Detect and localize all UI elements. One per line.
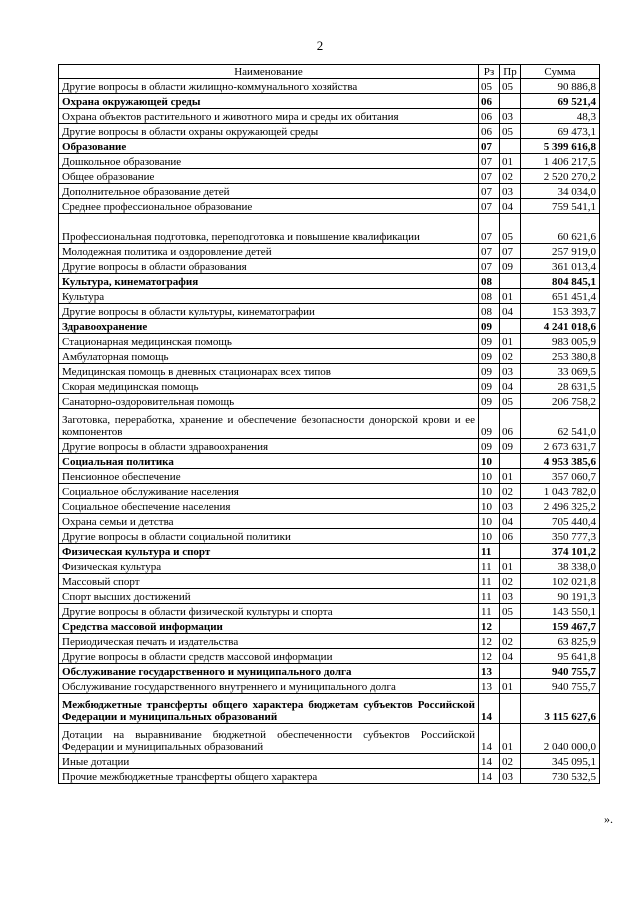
row-name: Дополнительное образование детей [59, 184, 479, 199]
table-row [59, 364, 600, 379]
row-sum: 804 845,1 [521, 274, 600, 289]
row-pr-code: 01 [500, 469, 521, 484]
row-pr-code: 04 [500, 649, 521, 664]
row-sum: 90 191,3 [521, 589, 600, 604]
row-rz-code: 09 [479, 394, 500, 409]
row-name: Межбюджетные трансферты общего характера бюджетам субъектов Российской Федерации и муниципальных образований [59, 694, 479, 724]
row-rz-code: 07 [479, 184, 500, 199]
table-row [59, 529, 600, 544]
table-row [59, 154, 600, 169]
row-sum: 90 886,8 [521, 79, 600, 94]
row-sum: 350 777,3 [521, 529, 600, 544]
row-sum: 4 241 018,6 [521, 319, 600, 334]
row-pr-code [500, 664, 521, 679]
row-sum: 4 953 385,6 [521, 454, 600, 469]
row-sum: 759 541,1 [521, 199, 600, 214]
row-pr-code [500, 274, 521, 289]
row-pr-code: 04 [500, 304, 521, 319]
header-sum: Сумма [521, 65, 600, 79]
row-rz-code: 10 [479, 529, 500, 544]
row-sum: 2 673 631,7 [521, 439, 600, 454]
table-row [59, 439, 600, 454]
row-name: Скорая медицинская помощь [59, 379, 479, 394]
row-rz-code: 08 [479, 304, 500, 319]
row-sum: 102 021,8 [521, 574, 600, 589]
row-name: Социальное обслуживание населения [59, 484, 479, 499]
row-pr-code: 06 [500, 409, 521, 439]
row-name: Медицинская помощь в дневных стационарах всех типов [59, 364, 479, 379]
row-pr-code: 01 [500, 154, 521, 169]
row-name: Прочие межбюджетные трансферты общего характера [59, 769, 479, 784]
row-sum: 730 532,5 [521, 769, 600, 784]
row-rz-code: 10 [479, 499, 500, 514]
row-rz-code: 12 [479, 649, 500, 664]
row-pr-code: 02 [500, 169, 521, 184]
row-rz-code: 09 [479, 349, 500, 364]
table-row [59, 214, 600, 244]
row-sum: 345 095,1 [521, 754, 600, 769]
row-name: Средства массовой информации [59, 619, 479, 634]
row-name: Другие вопросы в области культуры, кинематографии [59, 304, 479, 319]
row-sum: 2 496 325,2 [521, 499, 600, 514]
row-rz-code: 07 [479, 214, 500, 244]
row-rz-code: 10 [479, 454, 500, 469]
row-name: Другие вопросы в области охраны окружающей среды [59, 124, 479, 139]
row-name: Физическая культура и спорт [59, 544, 479, 559]
row-sum: 3 115 627,6 [521, 694, 600, 724]
row-pr-code [500, 544, 521, 559]
table-section-row [59, 619, 600, 634]
row-sum: 48,3 [521, 109, 600, 124]
row-pr-code [500, 694, 521, 724]
row-pr-code: 09 [500, 439, 521, 454]
table-row [59, 559, 600, 574]
row-sum: 95 641,8 [521, 649, 600, 664]
row-sum: 38 338,0 [521, 559, 600, 574]
row-sum: 257 919,0 [521, 244, 600, 259]
row-pr-code [500, 454, 521, 469]
row-rz-code: 07 [479, 154, 500, 169]
row-pr-code: 02 [500, 754, 521, 769]
row-pr-code: 02 [500, 634, 521, 649]
row-pr-code: 02 [500, 574, 521, 589]
row-name: Периодическая печать и издательства [59, 634, 479, 649]
row-sum: 143 550,1 [521, 604, 600, 619]
row-pr-code: 04 [500, 379, 521, 394]
table-row [59, 289, 600, 304]
table-row [59, 79, 600, 94]
row-rz-code: 14 [479, 694, 500, 724]
row-pr-code: 03 [500, 184, 521, 199]
row-rz-code: 11 [479, 544, 500, 559]
row-name: Здравоохранение [59, 319, 479, 334]
table-row [59, 574, 600, 589]
row-pr-code: 03 [500, 364, 521, 379]
row-name: Санаторно-оздоровительная помощь [59, 394, 479, 409]
row-name: Социальное обеспечение населения [59, 499, 479, 514]
row-sum: 940 755,7 [521, 679, 600, 694]
table-row [59, 259, 600, 274]
row-name: Другие вопросы в области здравоохранения [59, 439, 479, 454]
row-name: Другие вопросы в области физической культуры и спорта [59, 604, 479, 619]
row-sum: 153 393,7 [521, 304, 600, 319]
row-rz-code: 08 [479, 289, 500, 304]
row-pr-code: 03 [500, 499, 521, 514]
table-row [59, 184, 600, 199]
row-pr-code: 05 [500, 79, 521, 94]
row-name: Образование [59, 139, 479, 154]
row-pr-code: 07 [500, 244, 521, 259]
row-rz-code: 07 [479, 169, 500, 184]
table-row [59, 499, 600, 514]
budget-expenditure-table [58, 64, 600, 784]
row-name: Культура, кинематография [59, 274, 479, 289]
row-pr-code: 05 [500, 124, 521, 139]
row-pr-code: 01 [500, 679, 521, 694]
row-sum: 2 520 270,2 [521, 169, 600, 184]
row-rz-code: 11 [479, 574, 500, 589]
row-rz-code: 12 [479, 634, 500, 649]
row-rz-code: 09 [479, 319, 500, 334]
row-rz-code: 09 [479, 379, 500, 394]
row-name: Другие вопросы в области средств массовой информации [59, 649, 479, 664]
row-rz-code: 07 [479, 259, 500, 274]
table-row [59, 394, 600, 409]
row-sum: 940 755,7 [521, 664, 600, 679]
row-rz-code: 11 [479, 589, 500, 604]
row-sum: 361 013,4 [521, 259, 600, 274]
table-row [59, 304, 600, 319]
table-row [59, 649, 600, 664]
table-row [59, 409, 600, 439]
row-pr-code: 01 [500, 289, 521, 304]
row-sum: 69 521,4 [521, 94, 600, 109]
page-number: 2 [316, 38, 324, 53]
row-rz-code: 07 [479, 244, 500, 259]
row-name: Дошкольное образование [59, 154, 479, 169]
row-pr-code: 02 [500, 484, 521, 499]
table-section-row [59, 319, 600, 334]
row-rz-code: 09 [479, 439, 500, 454]
row-rz-code: 13 [479, 664, 500, 679]
row-name: Культура [59, 289, 479, 304]
row-rz-code: 11 [479, 559, 500, 574]
row-name: Другие вопросы в области социальной политики [59, 529, 479, 544]
table-row [59, 724, 600, 754]
row-pr-code: 05 [500, 604, 521, 619]
row-sum: 651 451,4 [521, 289, 600, 304]
row-rz-code: 05 [479, 79, 500, 94]
row-sum: 206 758,2 [521, 394, 600, 409]
row-rz-code: 07 [479, 139, 500, 154]
row-pr-code: 04 [500, 514, 521, 529]
row-sum: 60 621,6 [521, 214, 600, 244]
row-name: Охрана семьи и детства [59, 514, 479, 529]
row-rz-code: 07 [479, 199, 500, 214]
row-sum: 28 631,5 [521, 379, 600, 394]
table-row [59, 169, 600, 184]
table-row [59, 604, 600, 619]
table-row [59, 244, 600, 259]
table-row [59, 754, 600, 769]
row-pr-code: 03 [500, 589, 521, 604]
table-section-row [59, 694, 600, 724]
row-pr-code: 01 [500, 724, 521, 754]
row-name: Молодежная политика и оздоровление детей [59, 244, 479, 259]
row-name: Охрана объектов растительного и животного мира и среды их обитания [59, 109, 479, 124]
header-pr: Пр [500, 65, 521, 79]
row-pr-code: 05 [500, 214, 521, 244]
row-name: Дотации на выравнивание бюджетной обеспеченности субъектов Российской Федерации и муниципальных образований [59, 724, 479, 754]
table-section-row [59, 664, 600, 679]
row-name: Массовый спорт [59, 574, 479, 589]
row-rz-code: 14 [479, 724, 500, 754]
row-rz-code: 06 [479, 94, 500, 109]
row-name: Обслуживание государственного внутреннего и муниципального долга [59, 679, 479, 694]
row-sum: 33 069,5 [521, 364, 600, 379]
row-sum: 253 380,8 [521, 349, 600, 364]
row-sum: 357 060,7 [521, 469, 600, 484]
table-row [59, 349, 600, 364]
table-section-row [59, 544, 600, 559]
table-row [59, 124, 600, 139]
row-sum: 69 473,1 [521, 124, 600, 139]
row-name: Обслуживание государственного и муниципального долга [59, 664, 479, 679]
row-rz-code: 10 [479, 484, 500, 499]
table-row [59, 679, 600, 694]
row-name: Амбулаторная помощь [59, 349, 479, 364]
row-sum: 1 406 217,5 [521, 154, 600, 169]
row-pr-code [500, 94, 521, 109]
row-pr-code: 04 [500, 199, 521, 214]
table-row [59, 334, 600, 349]
row-sum: 374 101,2 [521, 544, 600, 559]
table-row [59, 109, 600, 124]
header-rz: Рз [479, 65, 500, 79]
row-rz-code: 12 [479, 619, 500, 634]
row-sum: 2 040 000,0 [521, 724, 600, 754]
row-pr-code [500, 319, 521, 334]
row-rz-code: 14 [479, 754, 500, 769]
row-rz-code: 10 [479, 514, 500, 529]
row-sum: 62 541,0 [521, 409, 600, 439]
row-name: Профессиональная подготовка, переподготовка и повышение квалификации [59, 214, 479, 244]
table-body [59, 79, 600, 784]
row-rz-code: 06 [479, 109, 500, 124]
row-pr-code: 02 [500, 349, 521, 364]
table-section-row [59, 454, 600, 469]
table-row [59, 589, 600, 604]
row-pr-code: 01 [500, 559, 521, 574]
row-sum: 983 005,9 [521, 334, 600, 349]
header-name: Наименование [59, 65, 479, 79]
row-sum: 705 440,4 [521, 514, 600, 529]
row-name: Среднее профессиональное образование [59, 199, 479, 214]
row-name: Заготовка, переработка, хранение и обеспечение безопасности донорской крови и ее компонентов [59, 409, 479, 439]
row-name: Другие вопросы в области образования [59, 259, 479, 274]
row-pr-code: 09 [500, 259, 521, 274]
table-row [59, 514, 600, 529]
table-row [59, 769, 600, 784]
row-pr-code [500, 619, 521, 634]
row-name: Охрана окружающей среды [59, 94, 479, 109]
table-row [59, 199, 600, 214]
row-name: Общее образование [59, 169, 479, 184]
row-rz-code: 14 [479, 769, 500, 784]
row-rz-code: 10 [479, 469, 500, 484]
row-sum: 63 825,9 [521, 634, 600, 649]
row-name: Пенсионное обеспечение [59, 469, 479, 484]
row-name: Иные дотации [59, 754, 479, 769]
table-section-row [59, 94, 600, 109]
row-rz-code: 09 [479, 409, 500, 439]
table-row [59, 469, 600, 484]
row-rz-code: 09 [479, 334, 500, 349]
row-sum: 5 399 616,8 [521, 139, 600, 154]
row-rz-code: 06 [479, 124, 500, 139]
row-name: Стационарная медицинская помощь [59, 334, 479, 349]
row-rz-code: 13 [479, 679, 500, 694]
row-sum: 34 034,0 [521, 184, 600, 199]
row-pr-code: 06 [500, 529, 521, 544]
row-rz-code: 08 [479, 274, 500, 289]
row-pr-code: 01 [500, 334, 521, 349]
row-sum: 159 467,7 [521, 619, 600, 634]
table-row [59, 634, 600, 649]
closing-quote: ». [604, 812, 613, 826]
row-sum: 1 043 782,0 [521, 484, 600, 499]
table-section-row [59, 274, 600, 289]
row-name: Физическая культура [59, 559, 479, 574]
table-header-row [59, 65, 600, 79]
table-row [59, 379, 600, 394]
table-section-row [59, 139, 600, 154]
row-name: Социальная политика [59, 454, 479, 469]
row-rz-code: 09 [479, 364, 500, 379]
row-name: Спорт высших достижений [59, 589, 479, 604]
row-pr-code: 03 [500, 769, 521, 784]
row-pr-code: 03 [500, 109, 521, 124]
table-row [59, 484, 600, 499]
row-name: Другие вопросы в области жилищно-коммунального хозяйства [59, 79, 479, 94]
row-pr-code [500, 139, 521, 154]
row-rz-code: 11 [479, 604, 500, 619]
row-pr-code: 05 [500, 394, 521, 409]
